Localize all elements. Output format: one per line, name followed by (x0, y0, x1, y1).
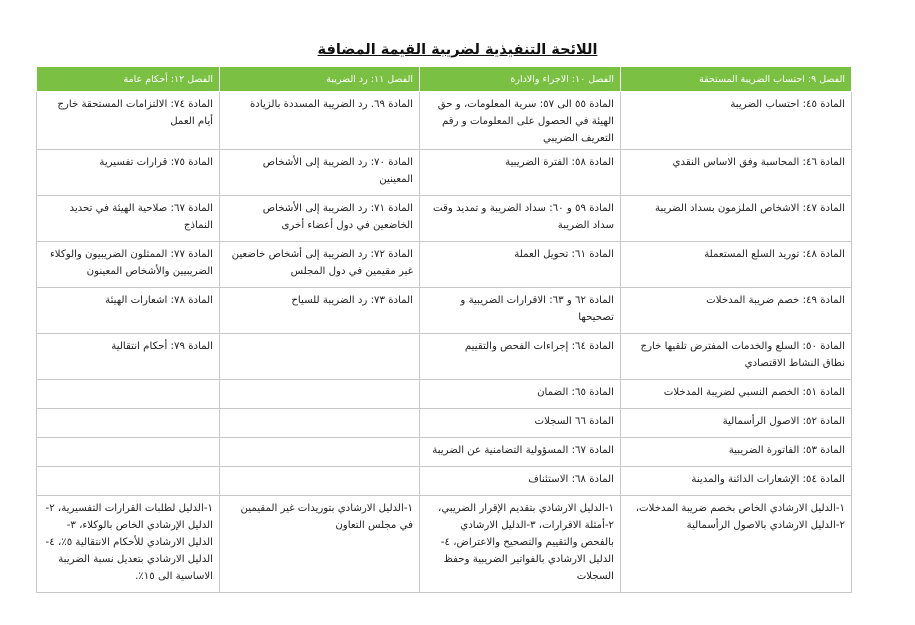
table-cell (220, 438, 420, 467)
table-row (37, 467, 852, 496)
table-cell: المادة ٤٩: خصم ضريبة المدخلات (621, 288, 852, 334)
chapters-table (36, 66, 852, 593)
table-cell (37, 409, 220, 438)
table-row (37, 196, 852, 242)
table-header-row (37, 67, 852, 92)
guide-cell: ١-الدليل الارشادي بتوريدات غير المقيمين في مجلس التعاون (220, 496, 420, 593)
guide-cell: ١-الدليل لطلبات القرارات التفسيرية، ٢-الدليل الإرشادي الخاص بالوكلاء، ٣-الدليل الارشادي للأحكام الانتقالية ٥٪، ٤-الدليل الارشادي بتعديل نسبة الضريبة الاساسية الى ١٥٪. (37, 496, 220, 593)
table-cell: المادة ٥٥ الى ٥٧: سرية المعلومات، و حق الهيئة في الحصول على المعلومات و رقم التعريف الضريبي (420, 92, 621, 150)
table-cell: المادة ٦٥: الضمان (420, 380, 621, 409)
table-row (37, 150, 852, 196)
table-cell: المادة ٥١: الخصم النسبي لضريبة المدخلات (621, 380, 852, 409)
table-cell: المادة ٦٦ السجلات (420, 409, 621, 438)
table-cell (220, 380, 420, 409)
table-cell: المادة ٧٥: قرارات تفسيرية (37, 150, 220, 196)
table-cell: المادة ٥٨: الفترة الضريبية (420, 150, 621, 196)
table-cell (220, 467, 420, 496)
table-cell: المادة ٥٩ و ٦٠: سداد الضريبة و تمديد وقت سداد الضريبة (420, 196, 621, 242)
guide-cell: ١-الدليل الارشادي الخاص بخصم ضريبة المدخلات، ٢-الدليل الارشادي بالاصول الرأسمالية (621, 496, 852, 593)
table-cell: المادة ٦٢ و ٦٣: الاقرارات الضريبية و تصحيحها (420, 288, 621, 334)
table-cell: المادة ٤٦: المحاسبة وفق الاساس النقدي (621, 150, 852, 196)
table-cell: المادة ٦٩. رد الضريبة المسددة بالزيادة (220, 92, 420, 150)
table-cell: المادة ٧١: رد الضريبة إلى الأشخاص الخاضعين في دول أعضاء أخرى (220, 196, 420, 242)
table-row (37, 92, 852, 150)
table-cell: المادة ٦٨: الاستئناف (420, 467, 621, 496)
header-chapter-11: الفصل ١١: رد الضريبة (220, 67, 420, 92)
table-cell: المادة ٧٢: رد الضريبة إلى أشخاص خاضعين غير مقيمين في دول المجلس (220, 242, 420, 288)
header-chapter-9: الفصل ٩: احتساب الضريبة المستحقة (621, 67, 852, 92)
table-cell (220, 409, 420, 438)
table-cell (37, 380, 220, 409)
table-cell (220, 334, 420, 380)
table-cell: المادة ٧٣: رد الضريبة للسياح (220, 288, 420, 334)
table-cell (37, 467, 220, 496)
table-row (37, 288, 852, 334)
table-cell: المادة ٦٧: المسؤولية التضامنية عن الضريبة (420, 438, 621, 467)
header-chapter-12: الفصل ١٢: أحكام عامة (37, 67, 220, 92)
table-cell: المادة ٤٧: الاشخاص الملزمون بسداد الضريبة (621, 196, 852, 242)
table-cell: المادة ٧٨: اشعارات الهيئة (37, 288, 220, 334)
table-cell: المادة ٧٧: الممثلون الضريبيون والوكلاء الضريبيين والأشخاص المعينون (37, 242, 220, 288)
table-row (37, 334, 852, 380)
table-cell: المادة ٦١: تحويل العملة (420, 242, 621, 288)
table-row (37, 409, 852, 438)
table-cell: المادة ٦٤: إجراءات الفحص والتقييم (420, 334, 621, 380)
document-title: اللائحة التنفيذية لضريبة القيمة المضافة (317, 42, 598, 58)
table-cell (37, 438, 220, 467)
table-cell: المادة ٧٤: الالتزامات المستحقة خارج أيام العمل (37, 92, 220, 150)
table-cell: المادة ٥٣: الفاتورة الضريبية (621, 438, 852, 467)
table-cell: المادة ٤٨: توريد السلع المستعملة (621, 242, 852, 288)
table-cell: المادة ٤٥: احتساب الضريبة (621, 92, 852, 150)
table-cell: المادة ٥٢: الاصول الرأسمالية (621, 409, 852, 438)
table-cell: المادة ٥٠: السلع والخدمات المفترض تلقيها خارج نطاق النشاط الاقتصادي (621, 334, 852, 380)
table-cell: المادة ٥٤: الإشعارات الدائنة والمدينة (621, 467, 852, 496)
guides-row (37, 496, 852, 593)
header-chapter-10: الفصل ١٠: الاجراء والادارة (420, 67, 621, 92)
table-cell: المادة ٦٧: صلاحية الهيئة في تحديد النماذج (37, 196, 220, 242)
table-cell: المادة ٧٩: أحكام انتقالية (37, 334, 220, 380)
table-row (37, 380, 852, 409)
guide-cell: ١-الدليل الارشادي بتقديم الإقرار الضريبي، ٢-أمثلة الاقرارات، ٣-الدليل الارشادي بالفحص والتقييم والتصحيح والاعتراض، ٤-الدليل الارشادي بالفواتير الضريبية وحفظ السجلات (420, 496, 621, 593)
table-row (37, 438, 852, 467)
table-cell: المادة ٧٠: رد الضريبة إلى الأشخاص المعينين (220, 150, 420, 196)
table-row (37, 242, 852, 288)
